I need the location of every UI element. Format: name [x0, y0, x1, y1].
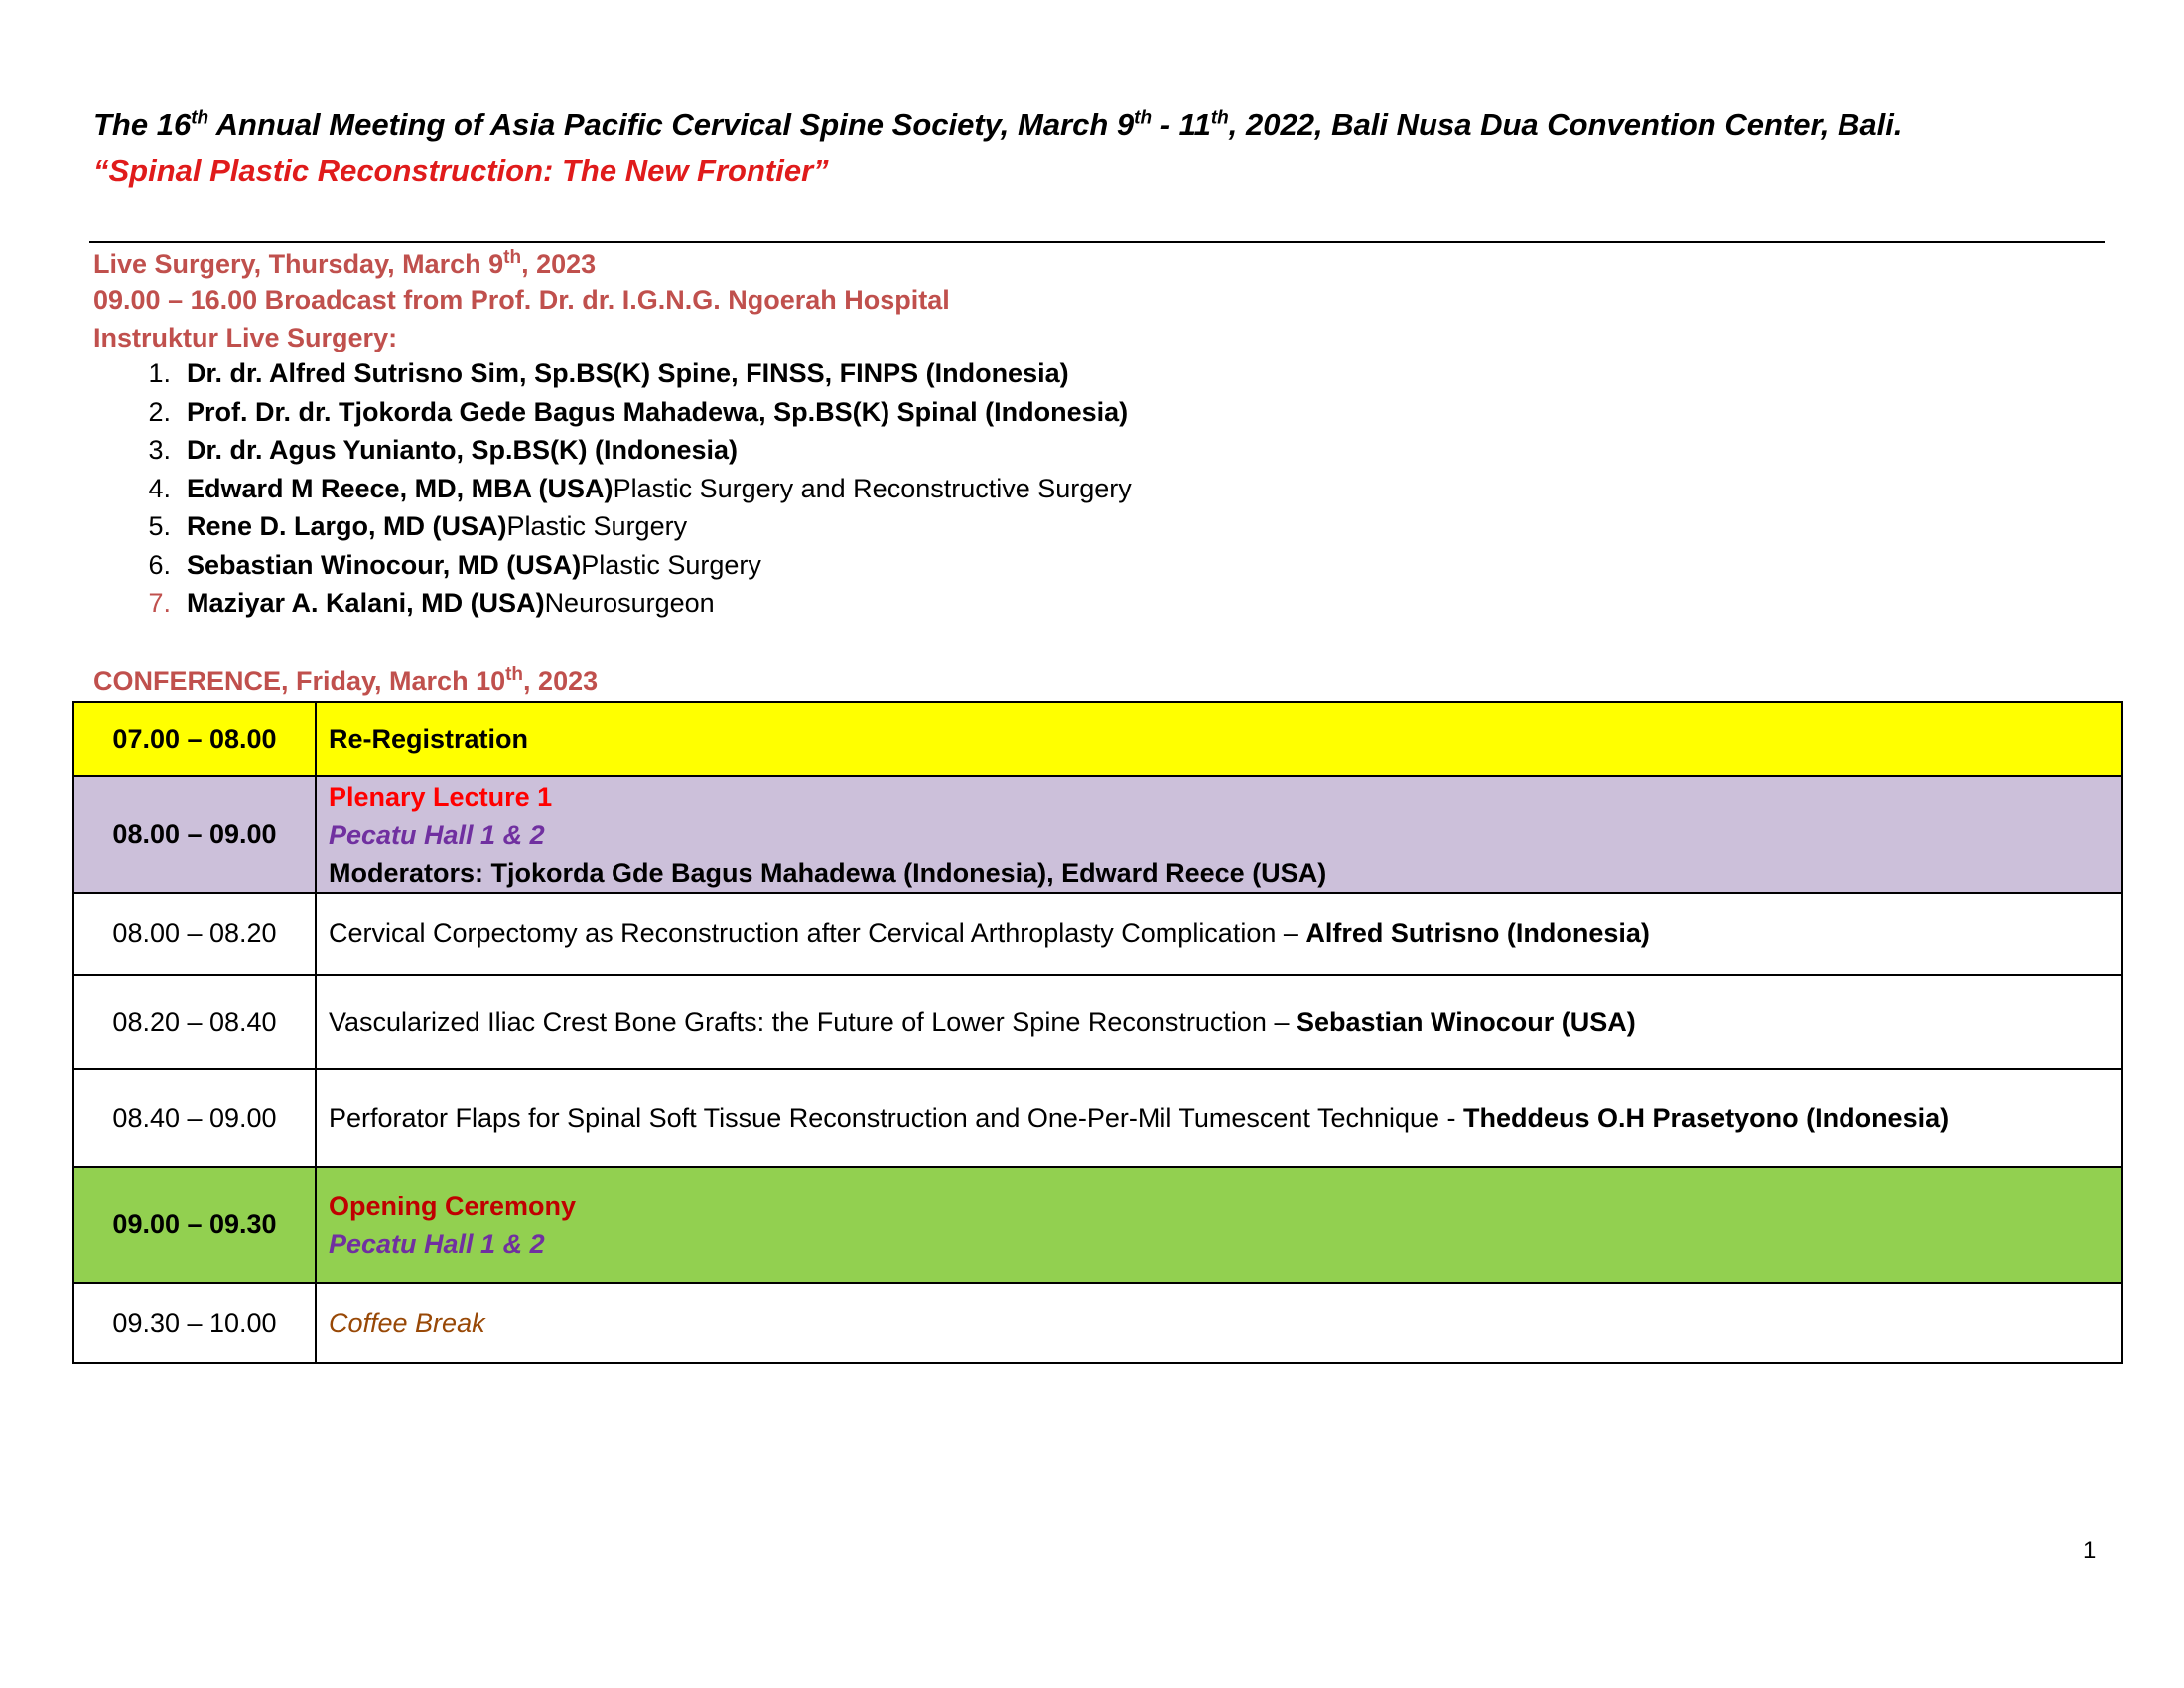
speaker: Theddeus O.H Prasetyono (Indonesia)	[1463, 1102, 1950, 1133]
live-surgery-broadcast: 09.00 – 16.00 Broadcast from Prof. Dr. dr. I.G.N.G. Ngoerah Hospital	[93, 285, 950, 315]
conference-day: CONFERENCE, Friday, March 10th, 2023	[93, 664, 599, 696]
time-cell: 07.00 – 08.00	[73, 702, 316, 776]
table-row	[73, 776, 2122, 893]
list-item: 4. Edward M Reece, MD, MBA (USA) Plastic Surgery and Reconstructive Surgery	[148, 473, 1132, 503]
list-item: 5. Rene D. Largo, MD (USA) Plastic Surgery	[148, 511, 688, 541]
time-cell: 08.00 – 08.20	[73, 893, 316, 975]
table-row	[73, 1069, 2122, 1167]
list-item: 3. Dr. dr. Agus Yunianto, Sp.BS(K) (Indonesia)	[148, 435, 739, 465]
schedule-table	[72, 701, 2123, 1364]
speaker: Alfred Sutrisno (Indonesia)	[1305, 918, 1650, 948]
session-hall: Pecatu Hall 1 & 2	[329, 1228, 545, 1259]
meeting-title: The 16th Annual Meeting of Asia Pacific Cervical Spine Society, March 9th - 11th, 2022, Bali Nusa Dua Convention Center, Bali.	[93, 107, 1903, 142]
session-cell: Perforator Flaps for Spinal Soft Tissue Reconstruction and One-Per-Mil Tumescent Technique - Theddeus O.H Prasetyono (Indonesia)	[316, 1069, 2122, 1167]
time-cell: 08.20 – 08.40	[73, 975, 316, 1069]
time-cell: 08.40 – 09.00	[73, 1069, 316, 1167]
table-row	[73, 893, 2122, 975]
table-row	[73, 702, 2122, 776]
session-label: Plenary Lecture 1	[329, 781, 553, 812]
meeting-theme: “Spinal Plastic Reconstruction: The New Frontier”	[93, 153, 829, 188]
session-cell	[316, 1167, 2122, 1283]
page-number: 1	[2083, 1537, 2097, 1564]
list-item: 7. Maziyar A. Kalani, MD (USA) Neurosurgeon	[148, 588, 715, 618]
table-row	[73, 975, 2122, 1069]
speaker: Sebastian Winocour (USA)	[1296, 1007, 1636, 1037]
live-surgery-day: Live Surgery, Thursday, March 9th, 2023	[93, 247, 597, 279]
session-hall: Pecatu Hall 1 & 2	[329, 819, 545, 850]
time-cell: 09.00 – 09.30	[73, 1167, 316, 1283]
session-cell	[316, 776, 2122, 893]
table-row	[73, 1167, 2122, 1283]
time-cell: 08.00 – 09.00	[73, 776, 316, 893]
session-label: Opening Ceremony	[329, 1191, 577, 1221]
list-item: 2. Prof. Dr. dr. Tjokorda Gede Bagus Mahadewa, Sp.BS(K) Spinal (Indonesia)	[148, 396, 1129, 427]
table-row	[73, 1283, 2122, 1363]
session-cell: Vascularized Iliac Crest Bone Grafts: the Future of Lower Spine Reconstruction – Sebastian Winocour (USA)	[316, 975, 2122, 1069]
list-item: 1. Dr. dr. Alfred Sutrisno Sim, Sp.BS(K) Spine, FINSS, FINPS (Indonesia)	[148, 358, 1069, 388]
instructor-list	[93, 358, 1132, 627]
session-cell: Re-Registration	[316, 702, 2122, 776]
time-cell: 09.30 – 10.00	[73, 1283, 316, 1363]
session-cell: Coffee Break	[316, 1283, 2122, 1363]
session-cell: Cervical Corpectomy as Reconstruction after Cervical Arthroplasty Complication – Alfred Sutrisno (Indonesia)	[316, 893, 2122, 975]
instructors-label: Instruktur Live Surgery:	[93, 323, 398, 352]
header-divider	[89, 241, 2105, 243]
list-item: 6. Sebastian Winocour, MD (USA) Plastic Surgery	[148, 549, 761, 580]
session-moderators: Moderators: Tjokorda Gde Bagus Mahadewa (Indonesia), Edward Reece (USA)	[329, 857, 1327, 888]
